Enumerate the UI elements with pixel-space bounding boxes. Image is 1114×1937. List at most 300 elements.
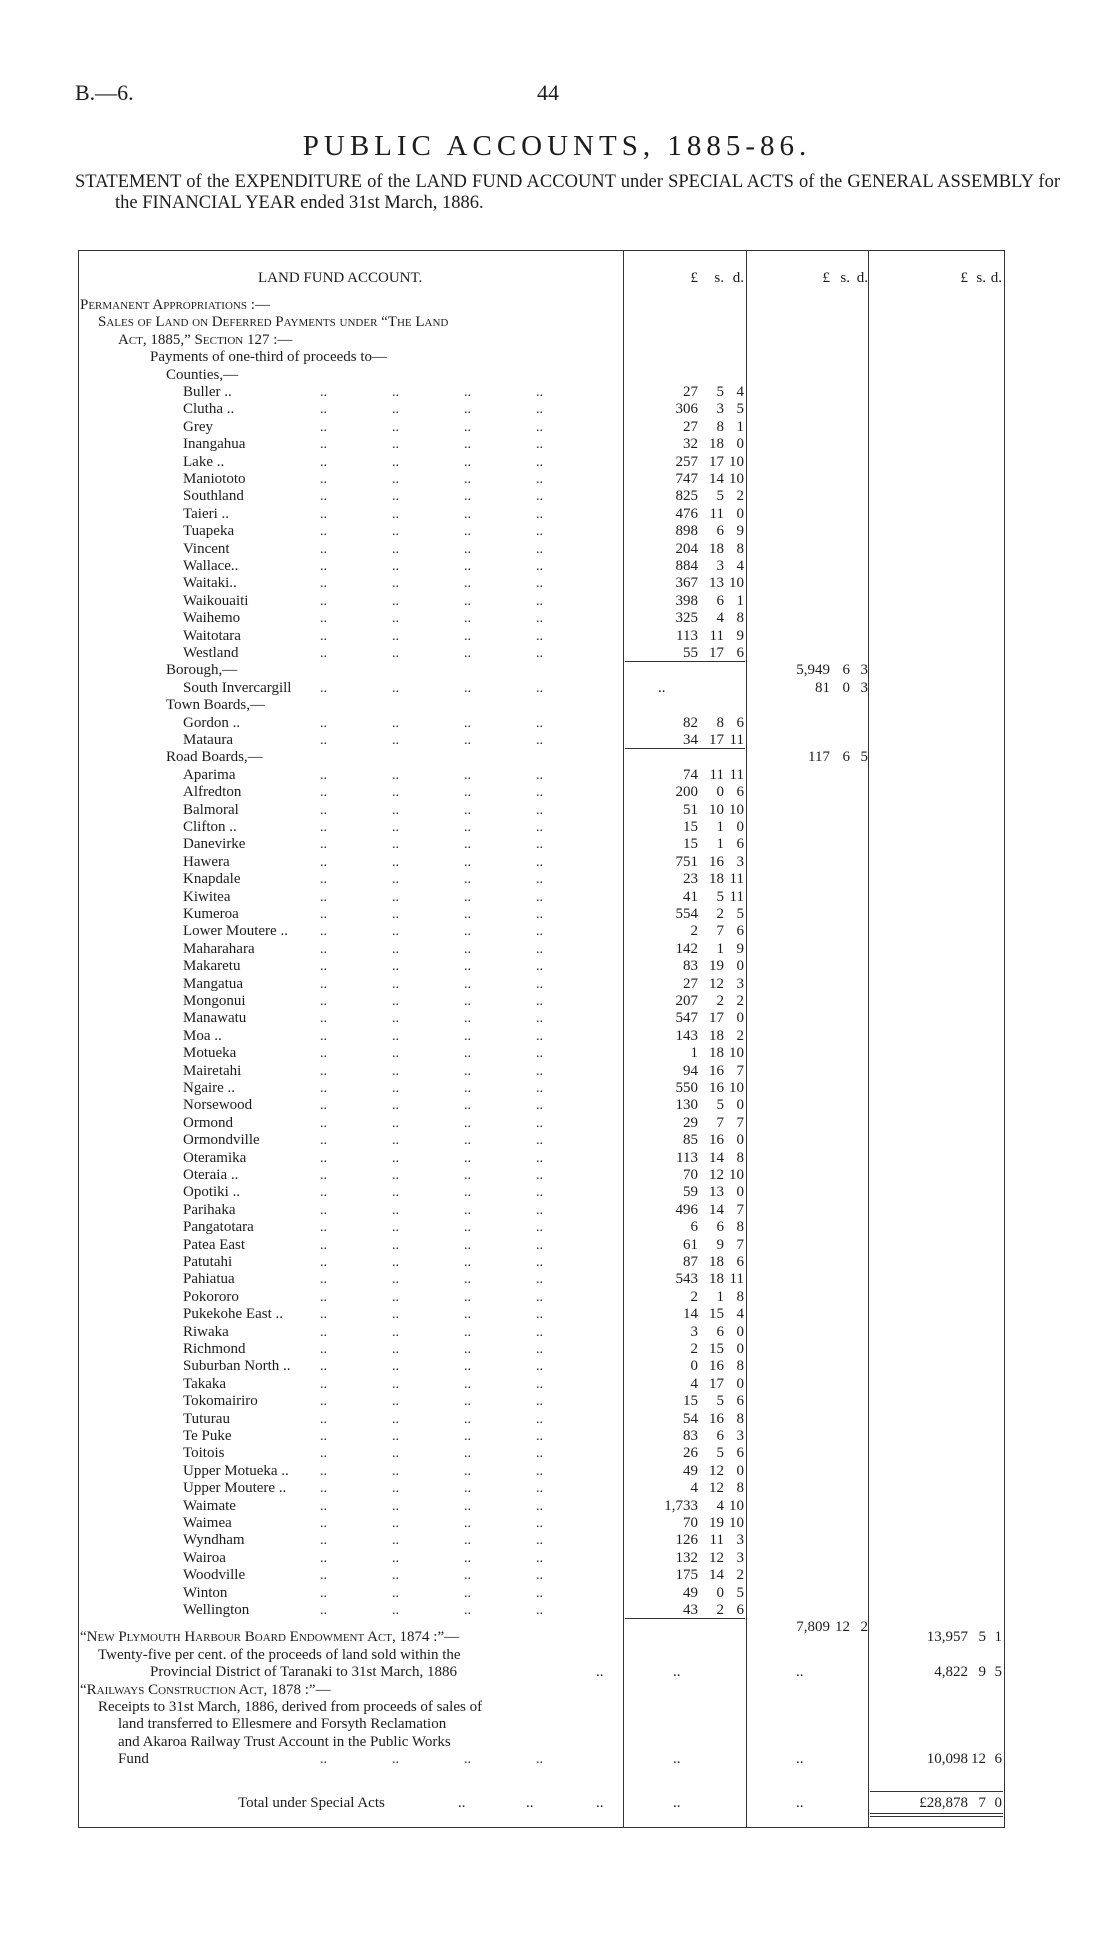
entry-label: Motueka [183,1045,237,1062]
dot-leader: .. .. .. .. [320,976,543,992]
entry-amount [78,1341,1004,1358]
pence-value: 0 [736,1184,744,1201]
entry-label: Upper Motueka .. [183,1462,289,1479]
pence-value: 5 [860,749,868,766]
shillings-value: 16 [709,1062,724,1079]
pounds-value: 87 [683,1254,698,1270]
dot-leader: .. .. .. .. [320,1481,543,1497]
pounds-value: 15 [683,819,698,835]
pounds-value: 10,098 [926,1751,968,1768]
entry-amount [78,906,1004,923]
dot-leader: .. .. .. .. [320,506,543,522]
pounds-value: 43 [683,1602,698,1618]
shillings-value: 12 [835,1619,850,1636]
shillings-value: 3 [716,558,724,574]
dot-leader: .. .. .. .. [320,472,543,487]
shillings-value: 15 [709,1341,724,1357]
entry-label: Inangahua [183,436,246,453]
shillings-value: 18 [709,436,724,453]
nil-dots: .. [796,1751,804,1768]
dot-leader: .. .. .. .. [320,628,543,644]
dot-leader: .. .. .. .. [320,1028,543,1044]
pounds-value: 2 [690,1288,698,1305]
pence-value: 4 [736,384,744,400]
pence-value: 10 [729,1515,744,1531]
shillings-value: 17 [709,1375,724,1392]
pounds-value: 34 [683,732,698,748]
pence-value: 3 [860,679,868,696]
pounds-value: 74 [683,766,698,783]
entry-amount [78,1097,1004,1114]
shillings-value: 6 [716,1219,724,1236]
entry-amount [78,1289,1004,1306]
entry-label: Gordon .. [183,714,241,731]
shillings-value: 19 [709,958,724,975]
shillings-value: 5 [716,1097,724,1114]
shillings-value: 5 [716,1445,724,1462]
shillings-value: 5 [716,888,724,905]
pence-value: 10 [729,453,744,470]
entry-label: Upper Moutere .. [183,1480,287,1497]
entry-label: Oteramika [183,1149,247,1166]
leader-dots: .. [596,1664,604,1681]
pounds-value: 6 [690,1219,698,1236]
section-sales-heading: Sales of Land on Deferred Payments under “The Land [98,314,449,331]
pence-value: 10 [729,1045,744,1062]
pence-value: 0 [736,1010,744,1027]
shillings-value: 5 [978,1629,986,1646]
pounds-value: 1 [690,1045,698,1062]
nil-dots: .. [796,1794,804,1811]
entry-label: Maharahara [183,940,255,957]
dot-leader: .. .. .. .. [320,1411,543,1427]
dot-leader: .. .. .. .. [320,1255,543,1270]
pence-value: 10 [729,1497,744,1514]
total-double-rule [870,1813,1003,1814]
new-plymouth-desc: Twenty-five per cent. of the proceeds of land sold within the [98,1646,461,1663]
shillings-value: 12 [709,1480,724,1497]
entry-amount [78,419,1004,436]
dot-leader: .. .. .. .. [320,1463,543,1479]
railways-desc: Receipts to 31st March, 1886, derived from proceeds of sales of [98,1699,483,1715]
pence-value: 6 [736,714,744,731]
shillings-value: 18 [709,1045,724,1062]
table-title: LAND FUND ACCOUNT. [258,270,423,286]
pounds-value: 207 [675,993,698,1009]
pence-value: 5 [994,1664,1002,1681]
pounds-value: 257 [675,453,698,470]
shillings-value: 12 [709,1549,724,1566]
pounds-value: 126 [675,1532,698,1549]
pounds-value: 82 [683,714,698,731]
entry-label: Mangatua [183,975,243,992]
entry-label: Te Puke [183,1428,232,1444]
dot-leader: .. .. .. .. [320,1115,543,1131]
entry-label: Alfredton [183,784,242,801]
pounds-value: 4 [690,1480,698,1497]
pence-value: 0 [736,1375,744,1392]
pence-value: 9 [736,940,744,957]
pence-value: 3 [736,1549,744,1566]
entry-amount [78,1428,1004,1445]
counties-heading: Counties,— [166,366,239,383]
shillings-value: 0 [716,784,724,801]
total-label: Total under Special Acts [238,1794,385,1811]
entry-label: Manawatu [183,1010,247,1027]
entry-amount [78,1028,1004,1045]
payments-heading: Payments of one-third of proceeds to— [150,349,388,366]
shillings-value: 5 [716,488,724,505]
entry-amount [78,993,1004,1010]
new-plymouth-total [78,1664,1004,1681]
entry-amount [78,541,1004,558]
pence-value: 3 [736,975,744,992]
shillings-value: 14 [709,1201,724,1218]
dot-leader: .. .. .. .. [320,1063,543,1079]
pence-value: 10 [729,471,744,487]
dot-leader: .. .. .. .. [320,489,543,505]
entry-amount [78,1445,1004,1462]
pounds-value: 0 [690,1358,698,1375]
pence-value: 6 [736,923,744,940]
pence-value: 4 [736,1306,744,1323]
pounds-value: 15 [683,1393,698,1410]
entry-label: Tuapeka [183,523,235,540]
pounds-value: 751 [675,853,698,870]
dot-leader: .. .. .. .. [320,767,543,783]
pounds-value: 85 [683,1132,698,1149]
entry-amount [78,1463,1004,1480]
pounds-head: £ [822,270,830,286]
shillings-value: 18 [709,871,724,888]
entry-amount [78,1324,1004,1341]
railways-total [78,1751,1004,1768]
entry-label: Maniototo [183,471,246,487]
pence-value: 6 [736,784,744,801]
entry-amount [78,1132,1004,1149]
entry-label: Waikouaiti [183,592,249,609]
entry-label: Takaka [183,1375,227,1392]
leader-dots: .. [526,1794,534,1811]
pounds-value: 543 [675,1271,698,1288]
statement-caption: STATEMENT of the EXPENDITURE of the LAND FUND ACCOUNT under SPECIAL ACTS of the GENERAL ASSEMBLY for the FINANCIAL YEAR ended 31st March, 1886. [75,172,1060,213]
nil-dots: .. [673,1664,681,1681]
dot-leader: .. .. .. .. [320,1394,543,1410]
entry-label: Westland [183,645,239,661]
road-boards-heading: Road Boards,— [166,749,263,766]
pounds-value: 130 [675,1097,698,1114]
pounds-value: 3 [690,1323,698,1340]
pounds-value: 13,957 [926,1629,968,1646]
dot-leader: .. .. .. .. [320,907,543,922]
nil-dots: .. [673,1751,681,1768]
dot-leader: .. .. .. .. [320,1550,543,1566]
entry-amount [78,784,1004,801]
pence-value: 1 [736,418,744,435]
nil-dots: .. [796,1664,804,1681]
pence-value: 11 [729,1271,744,1288]
pence-value: 8 [736,1288,744,1305]
dot-leader: .. .. .. .. [320,1498,543,1514]
pounds-value: 496 [675,1201,698,1218]
pounds-value: 132 [675,1549,698,1566]
shillings-value: 16 [709,1132,724,1149]
entry-label: Ormondville [183,1132,260,1149]
pounds-value: 1,733 [664,1497,698,1514]
dot-leader: .. .. .. .. [320,611,543,627]
pence-value: 3 [736,1532,744,1549]
pence-value: 5 [736,401,744,418]
entry-label: Opotiki .. [183,1184,241,1201]
pounds-value: 747 [675,471,698,487]
entry-label: Aparima [183,766,236,783]
shillings-value: 9 [978,1664,986,1681]
dot-leader: .. .. .. .. [320,854,543,870]
shillings-value: 0 [842,679,850,696]
dot-leader: .. .. .. .. [320,524,543,540]
entry-label: Tokomairiro [183,1393,258,1410]
entry-amount [78,1080,1004,1097]
dot-leader: .. .. .. .. [320,1342,543,1357]
entry-amount [78,732,1004,749]
shillings-value: 7 [716,923,724,940]
pounds-value: 825 [675,488,698,505]
pounds-value: 398 [675,592,698,609]
pounds-value: 143 [675,1027,698,1044]
entry-amount [78,593,1004,610]
town-boards-heading: Town Boards,— [166,697,265,714]
shillings-value: 6 [842,662,850,679]
pounds-value: 61 [683,1236,698,1253]
dot-leader: .. .. .. .. [320,593,543,609]
pounds-value: 41 [683,888,698,905]
entry-amount [78,976,1004,993]
entry-label: Woodville [183,1567,246,1584]
entry-amount [78,523,1004,540]
pounds-value: 367 [675,575,698,592]
dot-leader: .. .. .. .. [320,1429,543,1444]
pence-value: 6 [736,1602,744,1618]
deferred-payments-total [78,1629,1004,1646]
pence-value: 0 [736,505,744,522]
pence-value: 3 [736,1428,744,1444]
shillings-value: 14 [709,1567,724,1584]
pence-value: 0 [736,1341,744,1357]
entry-amount [78,454,1004,471]
pounds-value: 49 [683,1462,698,1479]
entry-amount [78,1585,1004,1602]
borough-heading: Borough,— [166,662,238,679]
pounds-value: 70 [683,1167,698,1183]
pence-value: 10 [729,801,744,818]
entry-amount [78,1480,1004,1497]
dot-leader: .. .. .. .. [320,715,543,731]
entry-amount [78,958,1004,975]
pounds-value: 94 [683,1062,698,1079]
pounds-value: 554 [675,906,698,922]
new-plymouth-desc-cont: Provincial District of Taranaki to 31st March, 1886 [150,1664,457,1681]
dot-leader: .. .. .. .. [320,1150,543,1166]
entry-label: South Invercargill [183,679,292,696]
dot-leader: .. .. .. .. [320,1046,543,1062]
entry-amount [78,1358,1004,1375]
dot-leader: .. .. .. .. [320,419,543,435]
dot-leader: .. .. .. .. [320,1289,543,1305]
pence-value: 8 [736,1480,744,1497]
pence-value: 0 [736,1323,744,1340]
shillings-value: 1 [716,819,724,835]
pounds-value: 70 [683,1515,698,1531]
page-title: PUBLIC ACCOUNTS, 1885-86. [302,130,812,162]
entry-amount [78,1237,1004,1254]
shillings-value: 6 [716,523,724,540]
entry-label: Ormond [183,1114,233,1131]
shillings-value: 12 [971,1751,986,1768]
pounds-value: 113 [676,1149,698,1166]
pence-value: 7 [736,1062,744,1079]
entry-label: Mataura [183,732,233,748]
entry-amount [78,628,1004,645]
shillings-value: 3 [716,401,724,418]
shillings-value: 9 [716,1236,724,1253]
shillings-value: 6 [716,1323,724,1340]
dot-leader: .. .. .. .. [320,1359,543,1375]
entry-label: Ngaire .. [183,1080,236,1096]
entry-label: Kumeroa [183,906,239,922]
column-head-3 [78,270,1004,287]
dot-leader: .. .. .. .. [320,820,543,835]
pence-value: 6 [736,1393,744,1410]
entry-amount [78,1567,1004,1584]
pence-value: 3 [860,662,868,679]
entry-nil: .. [658,679,666,696]
new-plymouth-act-heading: “New Plymouth Harbour Board Endowment Act, 1874 :”— [80,1629,460,1646]
dot-leader: .. .. .. .. [320,1272,543,1288]
shillings-value: 18 [709,1254,724,1270]
dot-leader: .. .. .. .. [320,1237,543,1253]
pounds-value: £28,878 [919,1794,968,1811]
entry-label: Norsewood [183,1097,253,1114]
shillings-value: 11 [709,766,724,783]
shillings-value: 11 [709,1532,724,1549]
entry-amount [78,854,1004,871]
dot-leader: .. .. .. .. [320,802,543,818]
shillings-value: 8 [716,418,724,435]
pounds-value: 81 [815,679,830,696]
grand-total [78,1795,1004,1812]
dot-leader: .. .. .. .. [320,1098,543,1114]
railways-desc-cont: and Akaroa Railway Trust Account in the Public Works [118,1733,451,1750]
dot-leader: .. .. .. .. [320,385,543,400]
shillings-value: 17 [709,645,724,661]
running-head-ref: B.—6. [75,80,134,105]
shillings-head: s. [714,270,724,286]
pence-head: d. [732,270,744,286]
railways-act-heading: “Railways Construction Act, 1878 :”— [80,1681,331,1698]
entry-label: Suburban North .. [183,1358,291,1375]
entry-label: Richmond [183,1341,246,1357]
pence-value: 6 [736,836,744,853]
entry-label: Knapdale [183,871,241,888]
pounds-value: 55 [683,645,698,661]
shillings-value: 8 [716,714,724,731]
pounds-value: 49 [683,1584,698,1601]
entry-label: Wellington [183,1602,250,1618]
entry-label: Riwaka [183,1323,229,1340]
dot-leader: .. .. .. .. [320,889,543,905]
entry-amount [78,767,1004,784]
shillings-value: 1 [716,1288,724,1305]
dot-leader: .. .. .. .. [320,941,543,957]
shillings-value: 16 [709,853,724,870]
pounds-value: 476 [675,505,698,522]
pounds-value: 175 [675,1567,698,1584]
land-fund-table [78,250,1008,1828]
pence-value: 2 [736,488,744,505]
dot-leader: .. .. .. .. [320,1202,543,1218]
shillings-value: 18 [709,1271,724,1288]
pence-value: 2 [736,1027,744,1044]
entry-amount [78,1150,1004,1167]
pounds-value: 325 [675,610,698,627]
entry-amount [78,1498,1004,1515]
entry-amount [78,401,1004,418]
entry-amount [78,1376,1004,1393]
pence-value: 6 [736,1254,744,1270]
entry-amount [78,1271,1004,1288]
pounds-value: 142 [675,940,698,957]
entry-label: Waimea [183,1515,232,1531]
entry-amount [78,941,1004,958]
entry-label: Kiwitea [183,888,231,905]
pence-value: 8 [736,1358,744,1375]
pence-value: 10 [729,1080,744,1096]
entry-label: Danevirke [183,836,246,853]
entry-label: Makaretu [183,958,241,975]
pence-value: 11 [729,766,744,783]
shillings-value: 17 [709,1010,724,1027]
dot-leader: .. .. .. .. [320,680,543,696]
entry-label: Oteraia .. [183,1167,239,1183]
counties-total [78,662,1004,679]
pounds-value: 15 [683,836,698,853]
page-number: 44 [537,80,559,105]
entry-amount [78,1515,1004,1532]
entry-amount [78,436,1004,453]
entry-label: Lake .. [183,453,225,470]
dot-leader: .. .. .. .. [320,1168,543,1183]
dot-leader: .. .. .. .. [320,1011,543,1027]
entry-amount [78,1602,1004,1619]
entry-label: Pokororo [183,1288,239,1305]
entry-amount [78,923,1004,940]
pounds-head: £ [960,270,968,286]
shillings-value: 6 [716,592,724,609]
dot-leader: .. .. .. .. [320,1324,543,1340]
pence-value: 6 [736,1445,744,1462]
entry-label: Waitaki.. [183,575,237,592]
shillings-head: s. [840,270,850,286]
entry-label: Southland [183,488,244,505]
dot-leader: .. .. .. .. [320,924,543,940]
dot-leader: .. .. .. .. [320,872,543,888]
dot-leader: .. .. .. .. [320,576,543,592]
shillings-value: 14 [709,471,724,487]
pounds-value: 29 [683,1114,698,1131]
dot-leader: .. .. .. .. [320,837,543,853]
dot-leader: .. .. .. .. [320,646,543,661]
pounds-value: 306 [675,401,698,418]
